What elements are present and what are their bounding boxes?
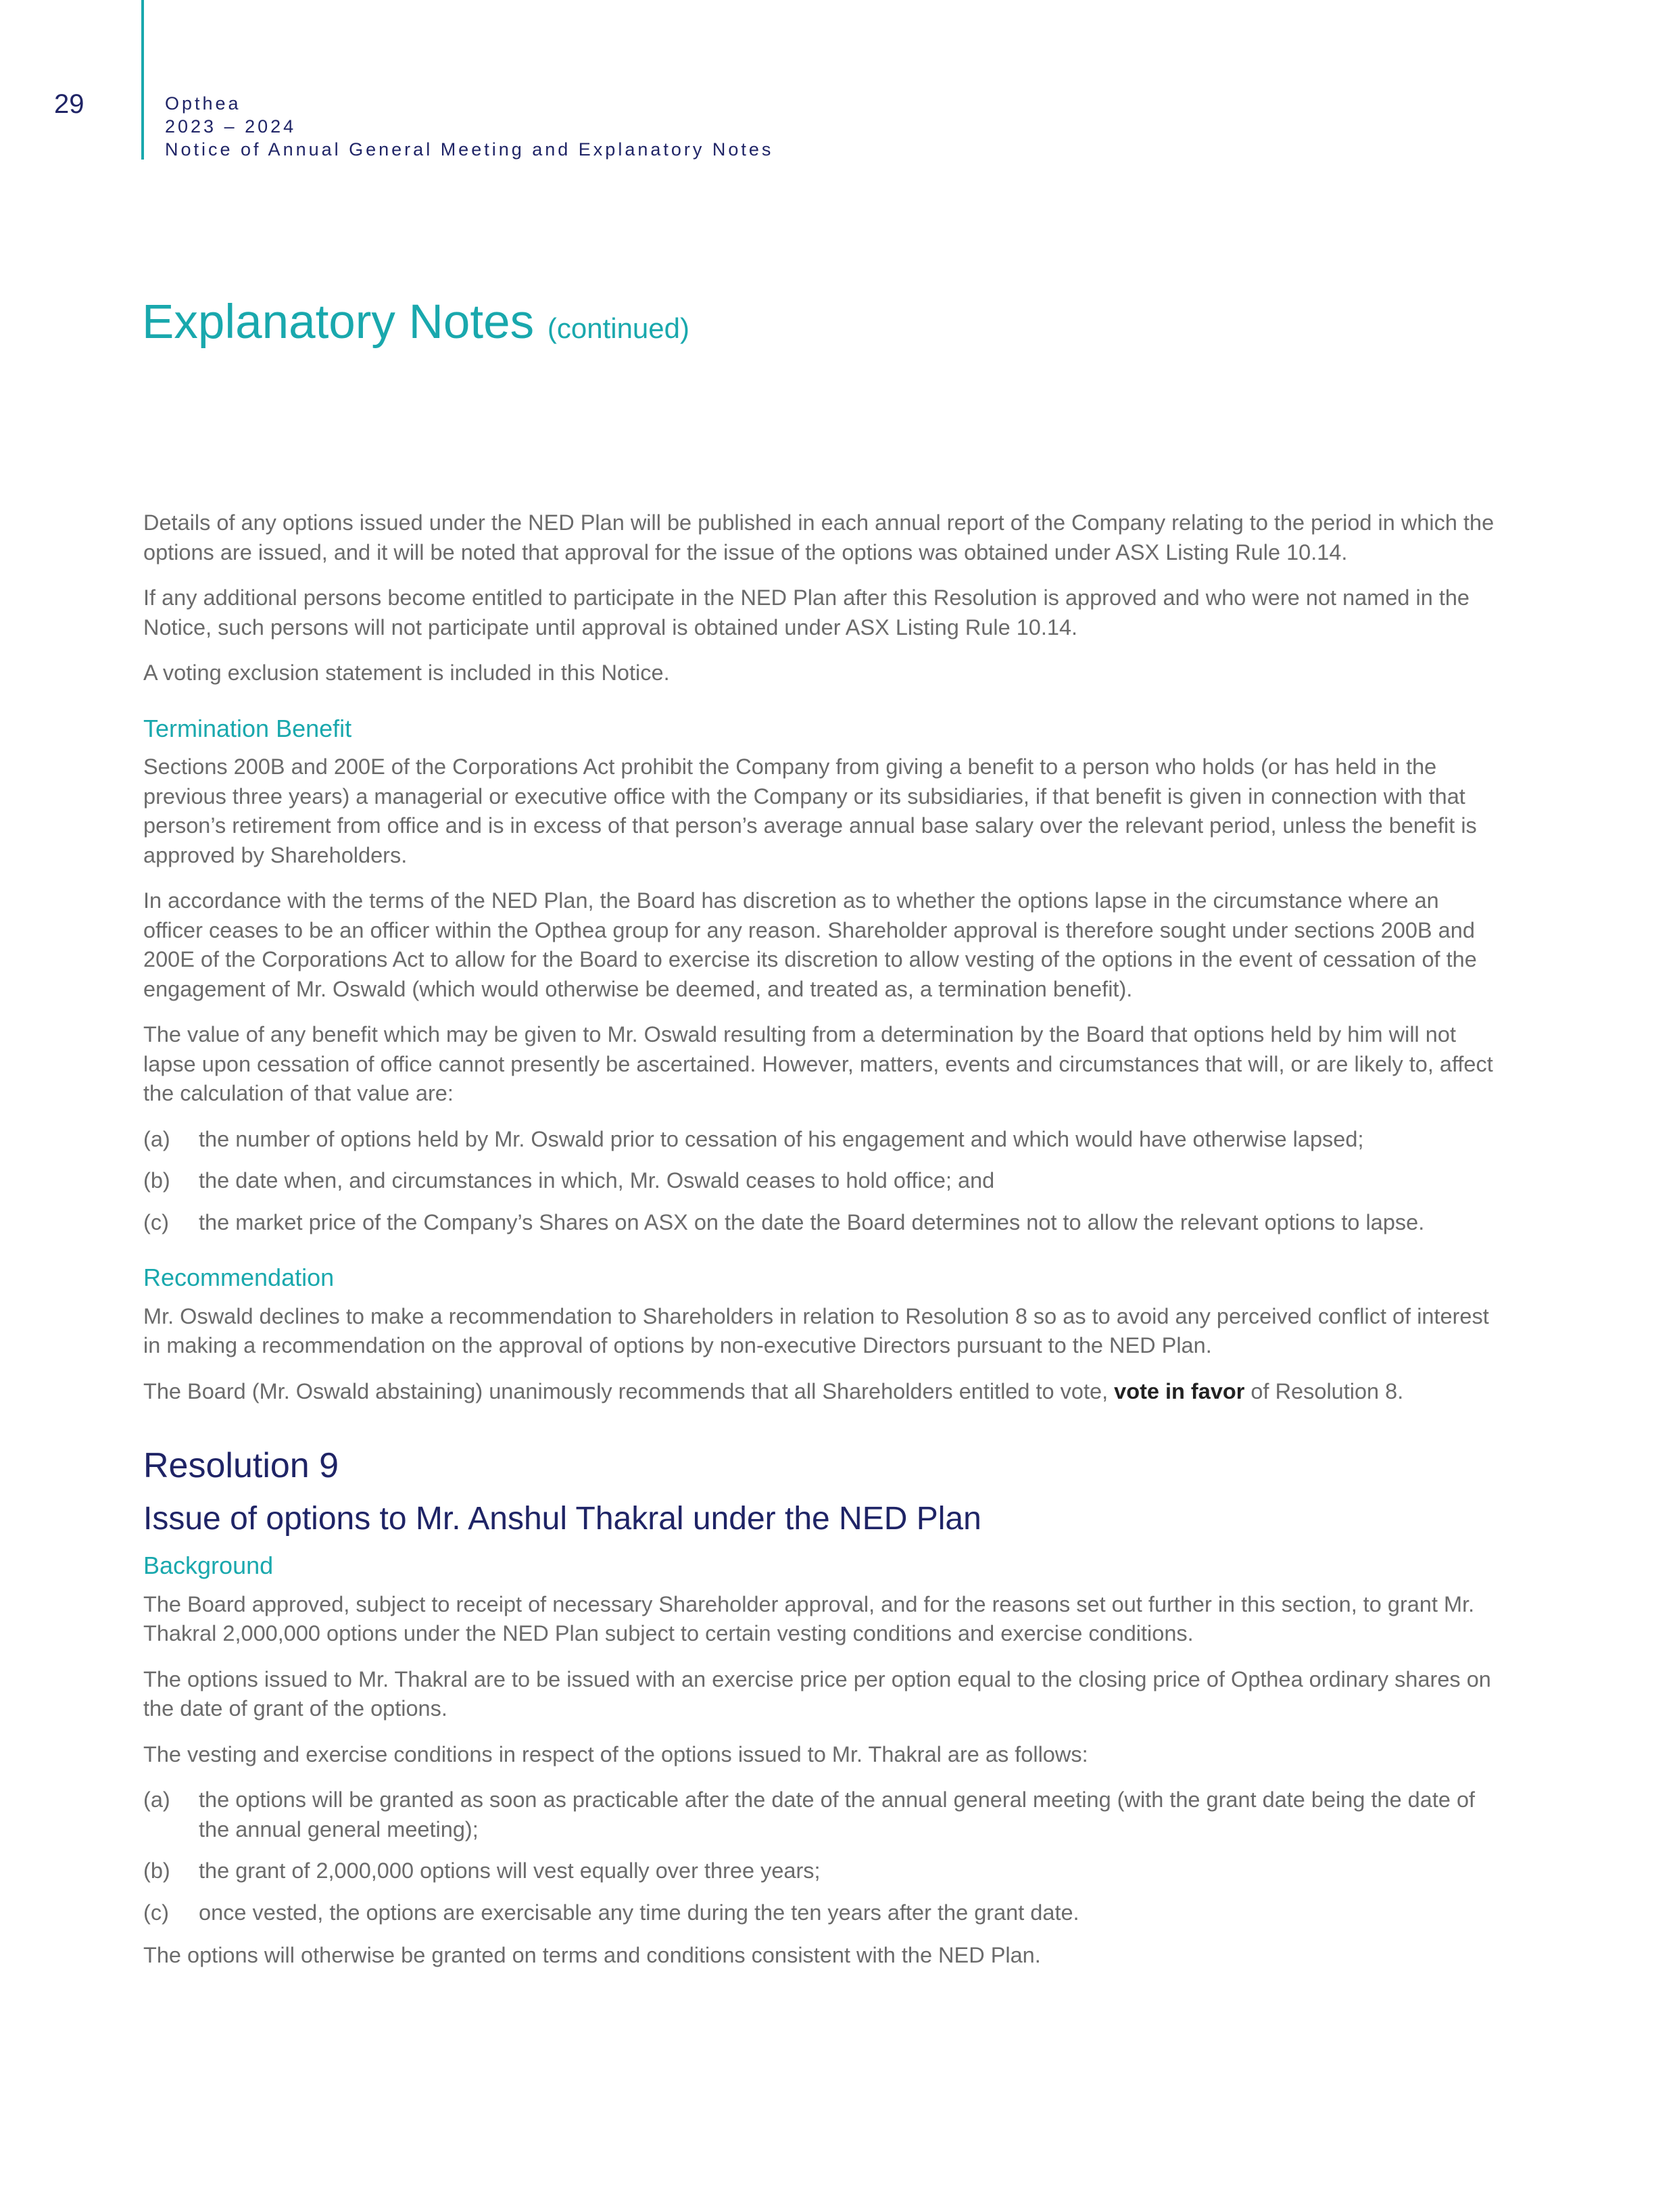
report-years: 2023 – 2024: [165, 116, 297, 137]
list-item: [143, 1898, 1495, 1928]
list-item-text: the market price of the Company’s Shares on ASX on the date the Board determines not to allow the relevant options to lapse.: [199, 1209, 1425, 1234]
paragraph: The options issued to Mr. Thakral are to be issued with an exercise price per option equal to the closing price of Opthea ordinary shares on the date of grant of the options.: [143, 1666, 1491, 1721]
list-item: [143, 1125, 1495, 1155]
list-item: [143, 1856, 1495, 1886]
resolution-subheading: Issue of options to Mr. Anshul Thakral under the NED Plan: [143, 1501, 981, 1537]
paragraph: A voting exclusion statement is included in this Notice.: [143, 660, 670, 685]
list-marker: (b): [143, 1858, 170, 1883]
paragraph: The Board approved, subject to receipt of necessary Shareholder approval, and for the reasons set out further in this section, to grant Mr. Thakral 2,000,000 options under the NED Plan subject to certain vesting conditions and exercise conditions.: [143, 1591, 1475, 1645]
list-item-text: the grant of 2,000,000 options will vest equally over three years;: [199, 1858, 821, 1883]
list-marker: (a): [143, 1126, 170, 1151]
list-item: [143, 1166, 1495, 1196]
list-item-text: the date when, and circumstances in which, Mr. Oswald ceases to hold office; and: [199, 1168, 995, 1193]
paragraph: Details of any options issued under the NED Plan will be published in each annual report of the Company relating to the period in which the options are issued, and it will be noted that approval for the issue of the options was obtained under ASX Listing Rule 10.14.: [143, 510, 1494, 564]
paragraph: The vesting and exercise conditions in respect of the options issued to Mr. Thakral are as follows:: [143, 1741, 1088, 1766]
paragraph: In accordance with the terms of the NED Plan, the Board has discretion as to whether the options lapse in the circumstance where an officer ceases to be an officer within the Opthea group for any reason. Shareholder approval is therefore sought under sections 200B and 200E of the Corporations Act to allow for the Board to exercise its discretion to allow vesting of the options in the event of cessation of the engagement of Mr. Oswald (which would otherwise be deemed, and treated as, a termination benefit).: [143, 888, 1477, 1001]
list-marker: (c): [143, 1900, 169, 1925]
company-name: Opthea: [165, 93, 241, 114]
section-heading-recommendation: Recommendation: [143, 1264, 335, 1291]
resolution-heading: Resolution 9: [143, 1446, 339, 1485]
paragraph: The options will otherwise be granted on terms and conditions consistent with the NED Plan.: [143, 1943, 1041, 1967]
running-header: [165, 92, 773, 161]
list-item: [143, 1785, 1495, 1844]
paragraph: Mr. Oswald declines to make a recommendation to Shareholders in relation to Resolution 8 so as to avoid any perceived conflict of interest in making a recommendation on the approval of options by non-executive Directors pursuant to the NED Plan.: [143, 1303, 1489, 1357]
list-item: [143, 1208, 1495, 1238]
bold-text: vote in favor: [1114, 1378, 1245, 1403]
list-item-text: the options will be granted as soon as practicable after the date of the annual general meeting (with the grant date being the date of the annual general meeting);: [199, 1787, 1476, 1842]
page-title-main: Explanatory Notes: [142, 295, 535, 349]
paragraph: If any additional persons become entitled to participate in the NED Plan after this Resolution is approved and who were not named in the Notice, such persons will not participate until approval is obtained under ASX Listing Rule 10.14.: [143, 585, 1469, 640]
header-divider: [141, 0, 144, 160]
section-heading-background: Background: [143, 1552, 274, 1579]
recommendation-statement: [143, 1377, 1495, 1407]
list-marker: (a): [143, 1787, 170, 1812]
list-marker: (c): [143, 1209, 169, 1234]
section-heading-termination: Termination Benefit: [143, 714, 352, 742]
list-item-text: the number of options held by Mr. Oswald prior to cessation of his engagement and which would have otherwise lapsed;: [199, 1126, 1364, 1151]
document-title: Notice of Annual General Meeting and Explanatory Notes: [165, 139, 774, 160]
paragraph: Sections 200B and 200E of the Corporations Act prohibit the Company from giving a benefit to a person who holds (or has held in the previous three years) a managerial or executive office with the Company or its subsidiaries, if that benefit is given in connection with that person’s retirement from office and is in excess of that person’s average annual base salary over the relevant period, unless the benefit is approved by Shareholders.: [143, 754, 1477, 867]
paragraph: The value of any benefit which may be given to Mr. Oswald resulting from a determination by the Board that options held by him will not lapse upon cessation of office cannot presently be ascertained. However, matters, events and circumstances that will, or are likely to, affect the calculation of that value are:: [143, 1022, 1493, 1105]
page-title-suffix: (continued): [547, 312, 689, 344]
termination-list: [143, 1125, 1495, 1238]
vesting-list: [143, 1785, 1495, 1927]
text-run: The Board (Mr. Oswald abstaining) unanimously recommends that all Shareholders entitled to vote,: [143, 1378, 1115, 1403]
list-item-text: once vested, the options are exercisable any time during the ten years after the grant date.: [199, 1900, 1079, 1925]
list-marker: (b): [143, 1168, 170, 1193]
page-number: 29: [54, 89, 84, 119]
text-run: of Resolution 8.: [1244, 1378, 1404, 1403]
page-title: [142, 295, 689, 350]
main-content: [143, 508, 1495, 1987]
